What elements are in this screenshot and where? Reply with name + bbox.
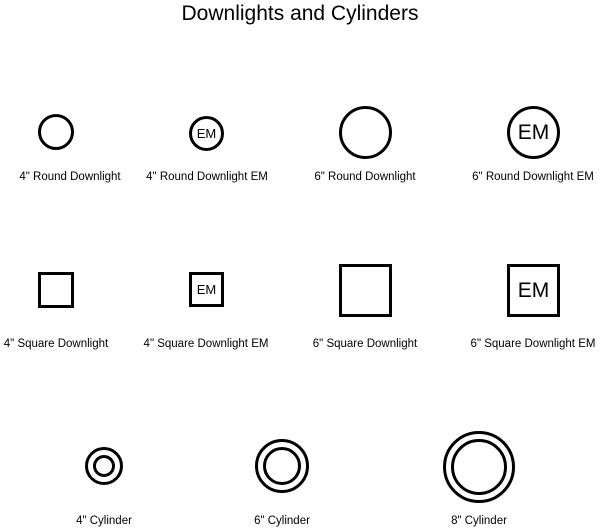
square-downlight-4in-symbol xyxy=(38,272,74,308)
em-marker: EM xyxy=(196,126,217,141)
square-downlight-6in-em-symbol xyxy=(507,264,560,317)
round-downlight-4in-symbol xyxy=(38,114,74,150)
round-downlight-6in-em-symbol xyxy=(507,106,560,159)
cylinder-6in-inner-ring xyxy=(263,447,301,485)
cylinder-8in-label: 8" Cylinder xyxy=(451,515,507,527)
round-downlight-6in-label: 6" Round Downlight xyxy=(314,171,416,183)
page-title: Downlights and Cylinders xyxy=(181,2,419,25)
cylinder-4in-inner-ring xyxy=(93,455,115,477)
em-marker: EM xyxy=(517,279,550,302)
cylinder-6in-label: 6" Cylinder xyxy=(254,515,310,527)
square-downlight-6in-symbol xyxy=(339,264,392,317)
em-marker: EM xyxy=(517,121,550,144)
square-downlight-6in-label: 6" Square Downlight xyxy=(312,338,418,350)
square-downlight-4in-label: 4" Square Downlight xyxy=(3,338,109,350)
cylinder-8in-inner-ring xyxy=(451,439,507,495)
round-downlight-4in-label: 4" Round Downlight xyxy=(19,171,121,183)
cylinder-4in-label: 4" Cylinder xyxy=(76,515,132,527)
em-marker: EM xyxy=(196,282,217,297)
square-downlight-6in-em-label: 6" Square Downlight EM xyxy=(470,338,596,350)
round-downlight-4in-em-symbol xyxy=(189,116,224,151)
round-downlight-6in-em-label: 6" Round Downlight EM xyxy=(472,171,594,183)
round-downlight-4in-em-label: 4" Round Downlight EM xyxy=(146,171,268,183)
square-downlight-4in-em-symbol xyxy=(189,272,224,307)
round-downlight-6in-symbol xyxy=(339,106,392,159)
square-downlight-4in-em-label: 4" Square Downlight EM xyxy=(143,338,269,350)
